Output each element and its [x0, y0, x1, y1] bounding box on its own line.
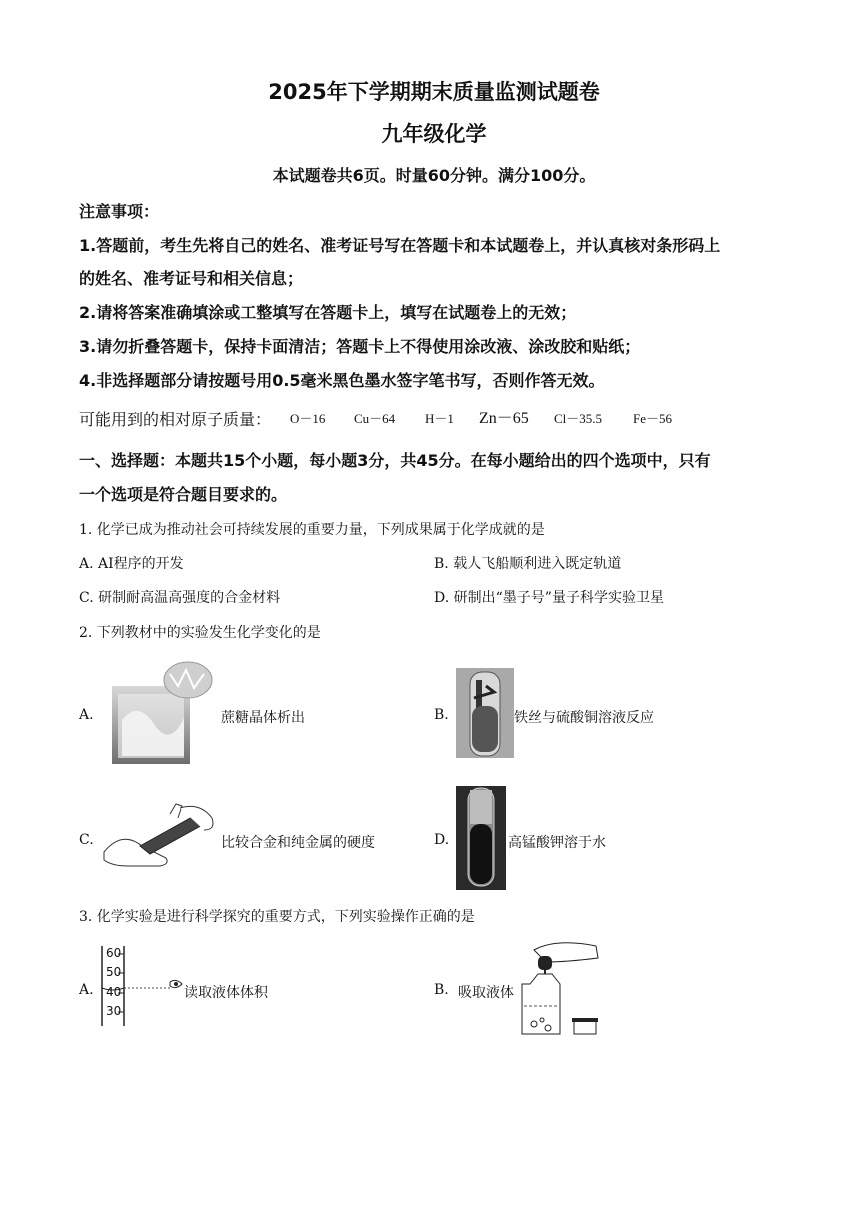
- atomic-mass-cu: Cu－64: [354, 411, 396, 426]
- q2-option-c-letter: C.: [79, 832, 94, 848]
- exam-title: 2025年下学期期末质量监测试题卷: [268, 80, 600, 104]
- q2-option-b-letter: B.: [434, 707, 449, 723]
- scale-60: 60: [106, 946, 122, 960]
- q1-option-b: B. 载人飞船顺利进入既定轨道: [434, 556, 622, 572]
- note-line-3: 2.请将答案准确填涂或工整填写在答题卡上，填写在试题卷上的无效；: [79, 303, 577, 322]
- q1-option-a: A. AI程序的开发: [79, 556, 184, 572]
- q2-stem: 2. 下列教材中的实验发生化学变化的是: [79, 625, 321, 641]
- q3-option-a-text: 读取液体体积: [184, 985, 268, 1001]
- q2-option-b-text: 铁丝与硫酸铜溶液反应: [514, 710, 654, 726]
- permanganate-tube-figure: [456, 786, 506, 890]
- section1-line-1: 一、选择题：本题共15个小题，每小题3分，共45分。在每小题给出的四个选项中，只有: [79, 451, 711, 470]
- hardness-compare-figure: [100, 800, 220, 880]
- atomic-mass-zn: Zn－65: [479, 410, 529, 427]
- q1-option-c: C. 研制耐高温高强度的合金材料: [79, 590, 281, 606]
- section1-line-2: 一个选项是符合题目要求的。: [79, 485, 288, 504]
- iron-wire-tube-figure: [456, 668, 514, 758]
- q1-stem: 1. 化学已成为推动社会可持续发展的重要力量，下列成果属于化学成就的是: [79, 522, 545, 538]
- note-line-5: 4.非选择题部分请按题号用0.5毫米黑色墨水签字笔书写，否则作答无效。: [79, 371, 605, 390]
- exam-info: 本试题卷共6页。时量60分钟。满分100分。: [272, 166, 596, 185]
- atomic-mass-cl: Cl－35.5: [554, 411, 603, 426]
- note-line-4: 3.请勿折叠答题卡，保持卡面清洁；答题卡上不得使用涂改液、涂改胶和贴纸；: [79, 337, 641, 356]
- q3-stem: 3. 化学实验是进行科学探究的重要方式，下列实验操作正确的是: [79, 909, 475, 925]
- scale-40: 40: [106, 985, 122, 999]
- atomic-mass-label: 可能用到的相对原子质量：: [79, 410, 272, 429]
- note-line-1: 1.答题前，考生先将自己的姓名、准考证号写在答题卡和本试题卷上，并认真核对条形码上: [79, 236, 721, 255]
- notes-heading: 注意事项：: [79, 202, 160, 221]
- note-line-2: 的姓名、准考证号和相关信息；: [79, 269, 304, 288]
- scale-50: 50: [106, 965, 122, 979]
- q3-option-b-letter: B.: [434, 982, 449, 998]
- q3-option-a-letter: A.: [79, 982, 94, 998]
- q2-option-d-letter: D.: [434, 832, 450, 848]
- q3-option-b-text: 吸取液体: [458, 985, 514, 1001]
- dropper-bottle-figure: [516, 936, 606, 1040]
- atomic-mass-h: H－1: [425, 411, 454, 426]
- atomic-mass-o: O－16: [290, 411, 326, 426]
- exam-subject: 九年级化学: [381, 122, 487, 146]
- q2-option-a-text: 蔗糖晶体析出: [221, 710, 305, 726]
- atomic-mass-fe: Fe－56: [633, 411, 673, 426]
- q2-option-d-text: 高锰酸钾溶于水: [508, 835, 606, 851]
- q2-option-c-text: 比较合金和纯金属的硬度: [221, 835, 375, 851]
- q2-option-a-letter: A.: [79, 707, 94, 723]
- scale-30: 30: [106, 1004, 122, 1018]
- q1-option-d: D. 研制出“墨子号”量子科学实验卫星: [434, 590, 664, 606]
- sucrose-crystal-figure: [108, 660, 214, 766]
